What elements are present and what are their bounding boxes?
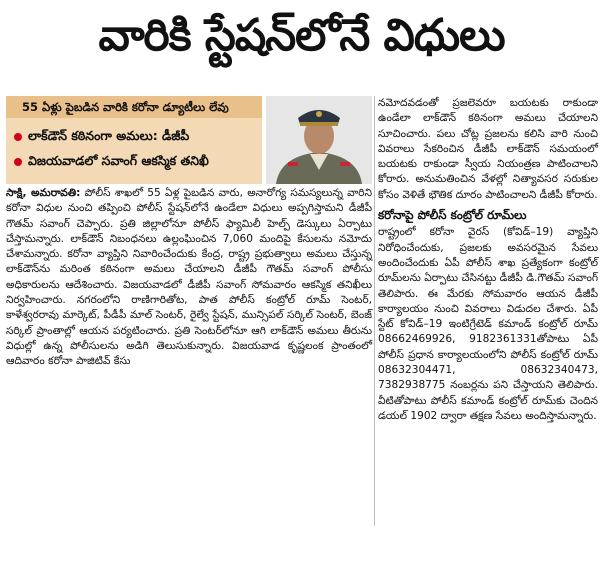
dateline: సాక్షి, అమరావతి: xyxy=(6,187,81,199)
bullet-2-text: విజయవాడలో సవాంగ్ ఆకస్మిక తనిఖీ xyxy=(28,153,209,168)
left-column-text: పోలీస్ శాఖలో 55 ఏళ్ల పైబడిన వారు, అనారోగ్య సమస్యలున్న వారిని కరోనా విధుల నుంచి తప్పించి పోలీస్ స్టేషన్‌లోనే ఉండేలా విధులు అప్పగిస్తామని డీజీపీ గౌతమ్ సవాంగ్ చెప్పారు. ప్రతి జిల్లాలోనూ పోలీస్ ఫ్యామిలీ హెల్ప్ డెస్కులు ఏర్పాటు చేస్తామన్నారు. లాక్‌డౌన్ నిబంధనలు ఉల్లంఘించిన 7,060 మందిపై కేసులను నమోదు చేశామన్నారు. కరోనా వ్యాప్తిని నివారించేందుకు కేంద్ర, రాష్ట్ర ప్రభుత్వాలు అమలు చేస్తున్న లాక్‌డౌన్‌ను మరింత కఠినంగా అమలు చేయాలని డీజీపీ గౌతమ్ సవాంగ్ పోలీసు అధికారులను ఆదేశించారు. విజయవాడలో డీజీపీ సవాంగ్ సోమవారం ఆకస్మిక తనిఖీలు నిర్వహించారు. నగరంలోని రాణిగారితోట, పాత పోలీస్ కంట్రోల్ రూమ్ సెంటర్, కాళేశ్వరరావు మార్కెట్, పీడీపీ మాల్ సెంటర్, రైల్వే స్టేషన్, మున్సిపల్ సర్కిల్ సెంటర్, బెంజ్ సర్కిల్ ప్రాంతాల్లో ఆయన పర్యటించారు. ప్రతి సెంటర్‌లోనూ ఆగి లాక్‌డౌన్ అమలు తీరును విధుల్లో ఉన్న పోలీసులను అడిగి తెలుసుకున్నారు. విజయవాడ కృష్ణలంక ప్రాంతంలో ఆదివారం కరోనా పాజిటివ్ కేసు xyxy=(6,187,373,368)
section-heading: కరోనాపై పోలీస్ కంట్రోల్ రూమ్‌లు xyxy=(378,208,527,223)
right-column xyxy=(378,96,598,424)
bullet-dot-icon xyxy=(14,158,22,166)
dgp-photo xyxy=(266,96,372,184)
bullet-1 xyxy=(14,128,189,147)
column-divider xyxy=(374,96,375,526)
officer-portrait-icon xyxy=(266,96,372,184)
headline: వారికి స్టేషన్‌లోనే విధులు xyxy=(98,10,505,61)
right-paragraph-1: నమోదవడంతో ప్రజలెవరూ బయటకు రాకుండా ఉండేలా లాక్‌డౌన్ కఠినంగా అమలు చేయాలని సూచించారు. పలు చోట్ల ప్రజలను కలిసి వారి నుంచి వివరాలు సేకరించిన డీజీపీ లాక్‌డౌన్ సమయంలో బయటకు రాకుండా స్వీయ నియంత్రణ పాటించాలని కోరారు. అనుమతించిన వేళల్లో నిత్యావసర సరుకుల కోసం వెళితే భౌతిక దూరం పాటించాలని డీజీపీ కోరారు. xyxy=(378,97,598,201)
bullet-dot-icon xyxy=(14,133,22,141)
bullet-2 xyxy=(14,153,209,172)
left-column xyxy=(6,186,372,370)
bullet-1-text: లాక్‌డౌన్ కఠినంగా అమలు: డీజీపీ xyxy=(28,128,190,143)
right-paragraph-2: రాష్ట్రంలో కరోనా వైరస్ (కోవిడ్–19) వ్యాప్తిని నిరోధించేందుకు, ప్రజలకు అవసరమైన సేవలు అందించేందుకు ఏపీ పోలీస్ శాఖ ప్రత్యేకంగా కంట్రోల్ రూమ్‌లను ఏర్పాటు చేసినట్టు డీజీపీ డి.గౌతమ్ సవాంగ్ తెలిపారు. ఈ మేరకు సోమవారం ఆయన డీజీపీ కార్యాలయం నుంచి వివరాలు విడుదల చేశారు. ఏపీ స్టేట్ కోవిడ్–19 ఇంటిగ్రేటెడ్ కమాండ్ కంట్రోల్ రూమ్ 08662469926, 9182361331తోపాటు ఏపీ పోలీస్ ప్రధాన కార్యాలయంలోని పోలీస్ కంట్రోల్ రూమ్ 08632304471, 08632340473, 7382938775 నంబర్లను పని చేస్తాయని తెలిపారు. వీటితోపాటు పోలీస్ కమాండ్ కంట్రోల్ రూమ్‌కు చెందిన డయల్ 1902 ద్వారా తక్షణ సేవలు అందిస్తామన్నారు. xyxy=(378,226,598,422)
subhead: 55 ఏళ్లు పైబడిన వారికి కరోనా డ్యూటీలు లేవు xyxy=(6,96,262,118)
